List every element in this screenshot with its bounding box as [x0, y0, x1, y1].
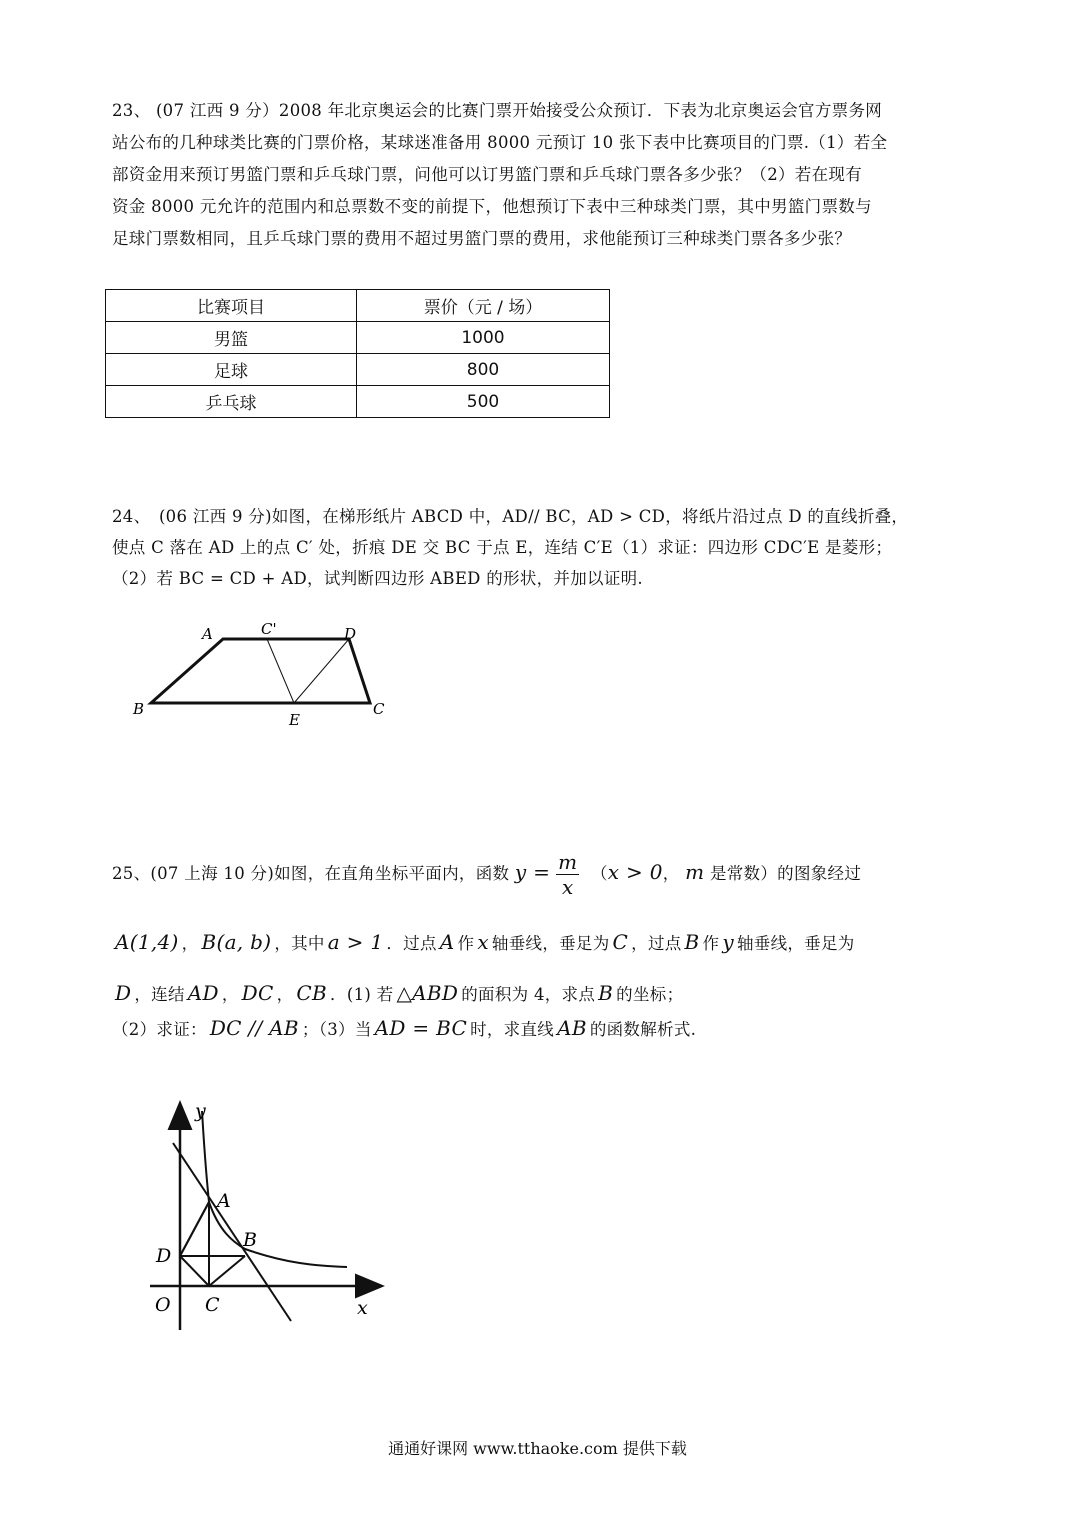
math-expression: D [115, 981, 132, 1005]
question-25 [112, 842, 967, 1045]
text-run: 的函数解析式. [589, 1020, 697, 1039]
q23-line-2: 站公布的几种球类比赛的门票价格，某球迷准备用 8000 元预订 10 张下表中比赛项目的门票.（1）若全 [112, 133, 888, 152]
segment-c-prime-e [267, 639, 294, 703]
segment-da [180, 1202, 209, 1256]
q25-line-2 [112, 924, 967, 962]
table-row [106, 386, 610, 418]
q25-line1-suffix: 是常数）的图象经过 [709, 864, 862, 883]
math-expression: △ABD [396, 981, 459, 1005]
coordinate-figure [145, 1095, 390, 1335]
table-header-row [106, 290, 610, 322]
cond-sep: ， [662, 864, 680, 883]
trapezoid-figure [120, 615, 400, 735]
ticket-price-table [105, 289, 610, 418]
q25-line-1 [112, 842, 967, 902]
label-d: D [344, 625, 357, 643]
label-c-prime: C' [261, 620, 277, 638]
label-b: B [243, 1229, 257, 1251]
segment-cb [209, 1256, 245, 1286]
text-run: ，过点 [631, 934, 682, 953]
label-a: A [217, 1190, 231, 1212]
math-expression: DC // AB [209, 1016, 299, 1040]
math-expression: A [439, 930, 455, 954]
text-run: 时，求直线 [470, 1020, 555, 1039]
q25-line-3 [112, 975, 967, 1013]
text-run: 作 [457, 934, 475, 953]
label-a: A [202, 625, 213, 643]
hyperbola-curve [202, 1111, 347, 1267]
math-expression: A(1,4) [115, 930, 179, 954]
text-run: 轴垂线，垂足为 [736, 934, 855, 953]
table-row [106, 354, 610, 386]
text-run: ；（3）当 [301, 1020, 372, 1039]
label-y: y [195, 1100, 206, 1122]
text-run: 的面积为 4，求点 [461, 985, 596, 1004]
math-expression: B [684, 930, 700, 954]
cond-m: m [685, 860, 705, 884]
text-run: （2）求证： [112, 1020, 207, 1039]
text-run: ， [276, 985, 294, 1004]
q24-line-3: （2）若 BC = CD + AD，试判断四边形 ABED 的形状，并加以证明. [112, 569, 643, 588]
table-cell-event: 足球 [106, 354, 357, 386]
label-o: O [155, 1294, 171, 1316]
footer-source: 通通好课网 www.tthaoke.com 提供下载 [388, 1439, 687, 1458]
text-run: ．(1) 若 [330, 985, 394, 1004]
text-run: ， [181, 934, 199, 953]
label-x: x [357, 1297, 368, 1319]
math-expression: B [598, 981, 614, 1005]
table-cell-event: 男篮 [106, 322, 357, 354]
math-expression: y [722, 930, 734, 954]
frac-numerator: m [558, 850, 578, 874]
question-24 [112, 501, 967, 594]
cond-x: x > 0 [607, 860, 663, 884]
q24-line-1: 24、 (06 江西 9 分)如图，在梯形纸片 ABCD 中，AD// BC，AD > CD，将纸片沿过点 D 的直线折叠， [112, 507, 909, 526]
table-cell-event: 乒乓球 [106, 386, 357, 418]
label-d: D [156, 1245, 172, 1267]
table-cell-price: 500 [357, 386, 610, 418]
math-expression: DC [241, 981, 274, 1005]
text-run: ，连结 [134, 985, 185, 1004]
q23-line-1: 23、 (07 江西 9 分）2008 年北京奥运会的比赛门票开始接受公众预订．下表为北京奥运会官方票务网 [112, 101, 883, 120]
table-cell-price: 800 [357, 354, 610, 386]
math-expression: C [612, 930, 629, 954]
label-e: E [289, 711, 300, 729]
math-expression: a > 1 [327, 930, 384, 954]
question-23 [112, 95, 967, 255]
label-b: B [133, 700, 145, 718]
table-header-event: 比赛项目 [106, 290, 357, 322]
segment-d-e [294, 639, 349, 703]
text-run: 作 [702, 934, 720, 953]
fraction-m-over-x [556, 850, 579, 899]
label-c: C [205, 1294, 220, 1316]
table-header-price: 票价（元 / 场） [357, 290, 610, 322]
line-ab [173, 1143, 291, 1321]
q23-line-5: 足球门票数相同，且乒乓球门票的费用不超过男篮门票的费用，求他能预订三种球类门票各多少张？ [112, 229, 852, 248]
math-expression: CB [296, 981, 328, 1005]
q25-line-4 [112, 1013, 967, 1045]
math-expression: AD [187, 981, 219, 1005]
q23-line-4: 资金 8000 元允许的范围内和总票数不变的前提下，他想预订下表中三种球类门票，其中男篮门票数与 [112, 197, 872, 216]
math-expression: x [477, 930, 489, 954]
table-cell-price: 1000 [357, 322, 610, 354]
math-expression: AB [557, 1016, 587, 1040]
text-run: ， [221, 985, 239, 1004]
q25-intro: 25、(07 上海 10 分)如图，在直角坐标平面内，函数 [112, 864, 510, 883]
q24-line-2: 使点 C 落在 AD 上的点 C′ 处，折痕 DE 交 BC 于点 E，连结 C′E（1）求证：四边形 CDC′E 是菱形； [112, 538, 893, 557]
func-lhs: y = [514, 860, 551, 884]
table-row [106, 322, 610, 354]
segment-dc [180, 1256, 209, 1286]
frac-denominator: x [562, 875, 574, 899]
q23-line-3: 部资金用来预订男篮门票和乒乓球门票，问他可以订男篮门票和乒乓球门票各多少张？（2）若在现有 [112, 165, 862, 184]
text-run: ，其中 [274, 934, 325, 953]
math-expression: AD = BC [374, 1016, 468, 1040]
math-expression: B(a, b) [201, 930, 272, 954]
label-c: C [373, 700, 385, 718]
text-run: 轴垂线，垂足为 [491, 934, 610, 953]
text-run: ．过点 [386, 934, 437, 953]
trapezoid-abcd [151, 639, 370, 703]
text-run: 的坐标； [616, 985, 684, 1004]
cond-open: （ [590, 864, 608, 883]
